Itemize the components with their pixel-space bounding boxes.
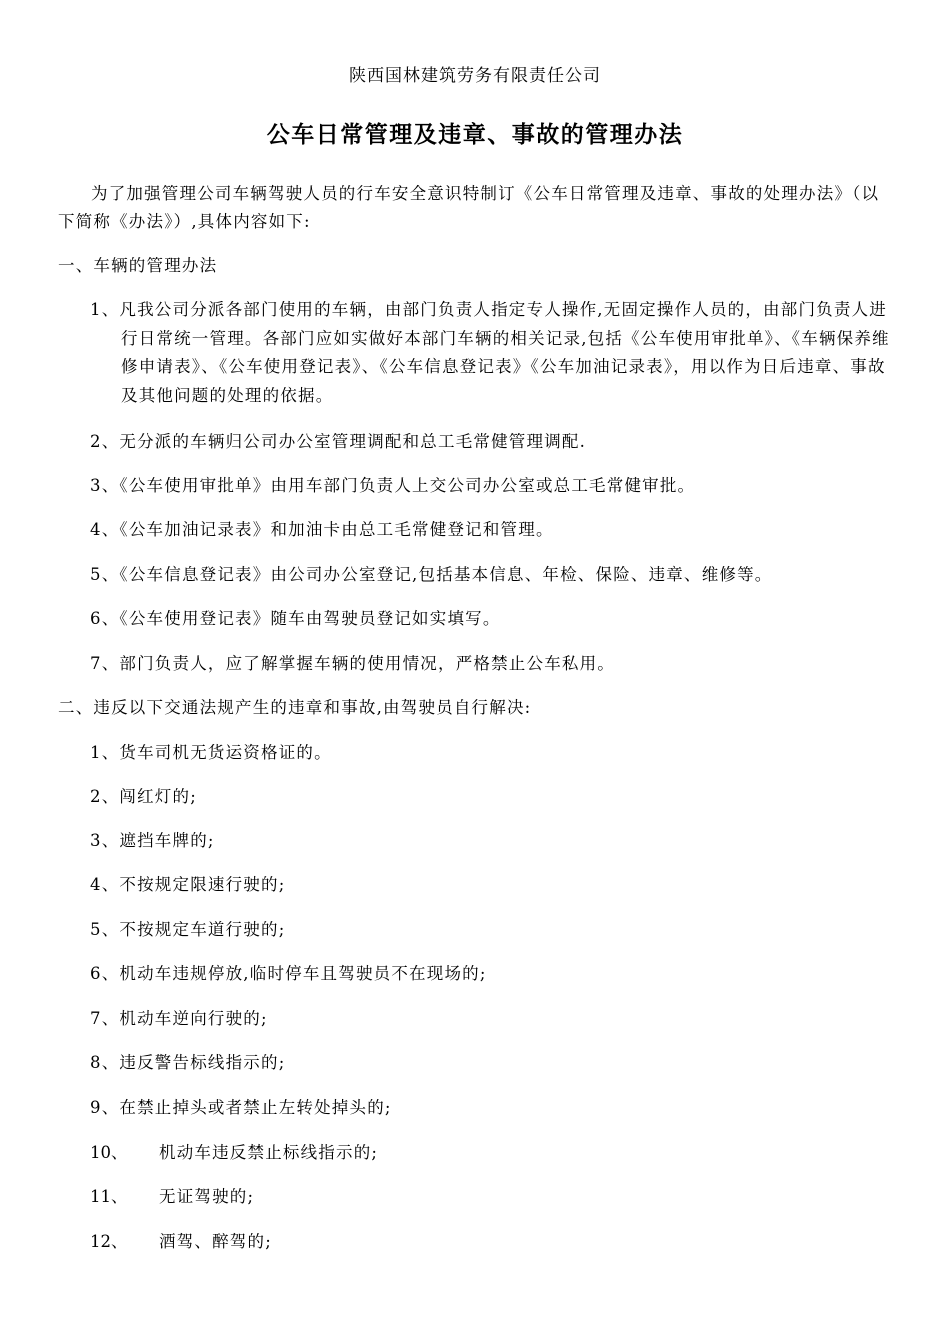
item-number: 1、 [90,743,120,762]
item-number: 3、 [90,831,120,850]
section-2-item-7 [90,1005,268,1033]
section-2-item-8 [90,1049,285,1077]
section-1-item-1 [90,296,896,410]
section-2-item-9 [90,1094,392,1122]
item-number: 2、 [90,787,120,806]
item-text: 《公车信息登记表》由公司办公室登记,包括基本信息、年检、保险、违章、维修等。 [119,565,773,584]
section-2-item-12-text: 酒驾、醉驾的; [159,1232,272,1251]
item-text: 机动车逆向行驶的; [119,1009,268,1028]
section-2-heading: 二、违反以下交通法规产生的违章和事故,由驾驶员自行解决: [58,698,532,717]
section-2-item-10-number: 10、 [90,1143,128,1162]
section-1-item-6 [90,605,501,633]
item-text: 货车司机无货运资格证的。 [119,743,332,762]
item-text: 《公车加油记录表》和加油卡由总工毛常健登记和管理。 [119,520,554,539]
item-number: 7、 [90,1009,120,1028]
intro-paragraph: 为了加强管理公司车辆驾驶人员的行车安全意识特制订《公车日常管理及违章、事故的处理办法》（以下简称《办法》）,具体内容如下: [58,184,880,231]
section-1-item-4 [90,516,554,544]
item-text: 不按规定限速行驶的; [119,875,286,894]
item-text: 《公车使用登记表》随车由驾驶员登记如实填写。 [119,609,501,628]
section-2-item-1 [90,739,332,767]
section-2-item-10-text: 机动车违反禁止标线指示的; [159,1143,379,1162]
section-1-item-7 [90,650,615,678]
section-2-item-2 [90,783,197,811]
item-number: 8、 [90,1053,120,1072]
section-2-item-5 [90,916,285,944]
section-2-item-12-number: 12、 [90,1232,128,1251]
item-text: 在禁止掉头或者禁止左转处掉头的; [119,1098,392,1117]
item-number: 4、 [90,875,120,894]
item-number: 3、 [90,476,120,495]
item-text: 违反警告标线指示的; [119,1053,286,1072]
item-number: 4、 [90,520,120,539]
section-2-item-6 [90,960,487,988]
item-number: 6、 [90,609,120,628]
item-number: 5、 [90,920,120,939]
item-text: 《公车使用审批单》由用车部门负责人上交公司办公室或总工毛常健审批。 [119,476,696,495]
item-number: 6、 [90,964,120,983]
item-text: 闯红灯的; [119,787,197,806]
item-number: 7、 [90,654,120,673]
section-2-item-3 [90,827,215,855]
section-1-heading: 一、车辆的管理办法 [58,256,218,275]
section-2-item-11-number: 11、 [90,1187,128,1206]
document-title: 公车日常管理及违章、事故的管理办法 [266,121,684,148]
item-number: 9、 [90,1098,120,1117]
item-number: 5、 [90,565,120,584]
item-text: 遮挡车牌的; [119,831,215,850]
section-2-item-11-text: 无证驾驶的; [159,1187,255,1206]
section-1-item-5 [90,561,773,589]
item-text: 无分派的车辆归公司办公室管理调配和总工毛常健管理调配. [119,432,587,451]
item-text: 凡我公司分派各部门使用的车辆，由部门负责人指定专人操作,无固定操作人员的，由部门负责人进行日常统一管理。各部门应如实做好本部门车辆的相关记录,包括《公车使用审批单》、《车辆保养维修申请表》、《公车使用登记表》、《公车信息登记表》《公车加油记录表》，用以作为日后违章、事故及其他问题的处理的依据。 [119,300,890,405]
item-number: 2、 [90,432,120,451]
item-text: 部门负责人，应了解掌握车辆的使用情况，严格禁止公车私用。 [119,654,616,673]
section-1-item-2 [90,428,586,456]
section-1-item-3 [90,472,695,500]
item-text: 机动车违规停放,临时停车且驾驶员不在现场的; [119,964,487,983]
item-text: 不按规定车道行驶的; [119,920,286,939]
item-number: 1、 [90,300,120,319]
section-2-item-4 [90,871,285,899]
company-name: 陕西国林建筑劳务有限责任公司 [349,66,601,86]
